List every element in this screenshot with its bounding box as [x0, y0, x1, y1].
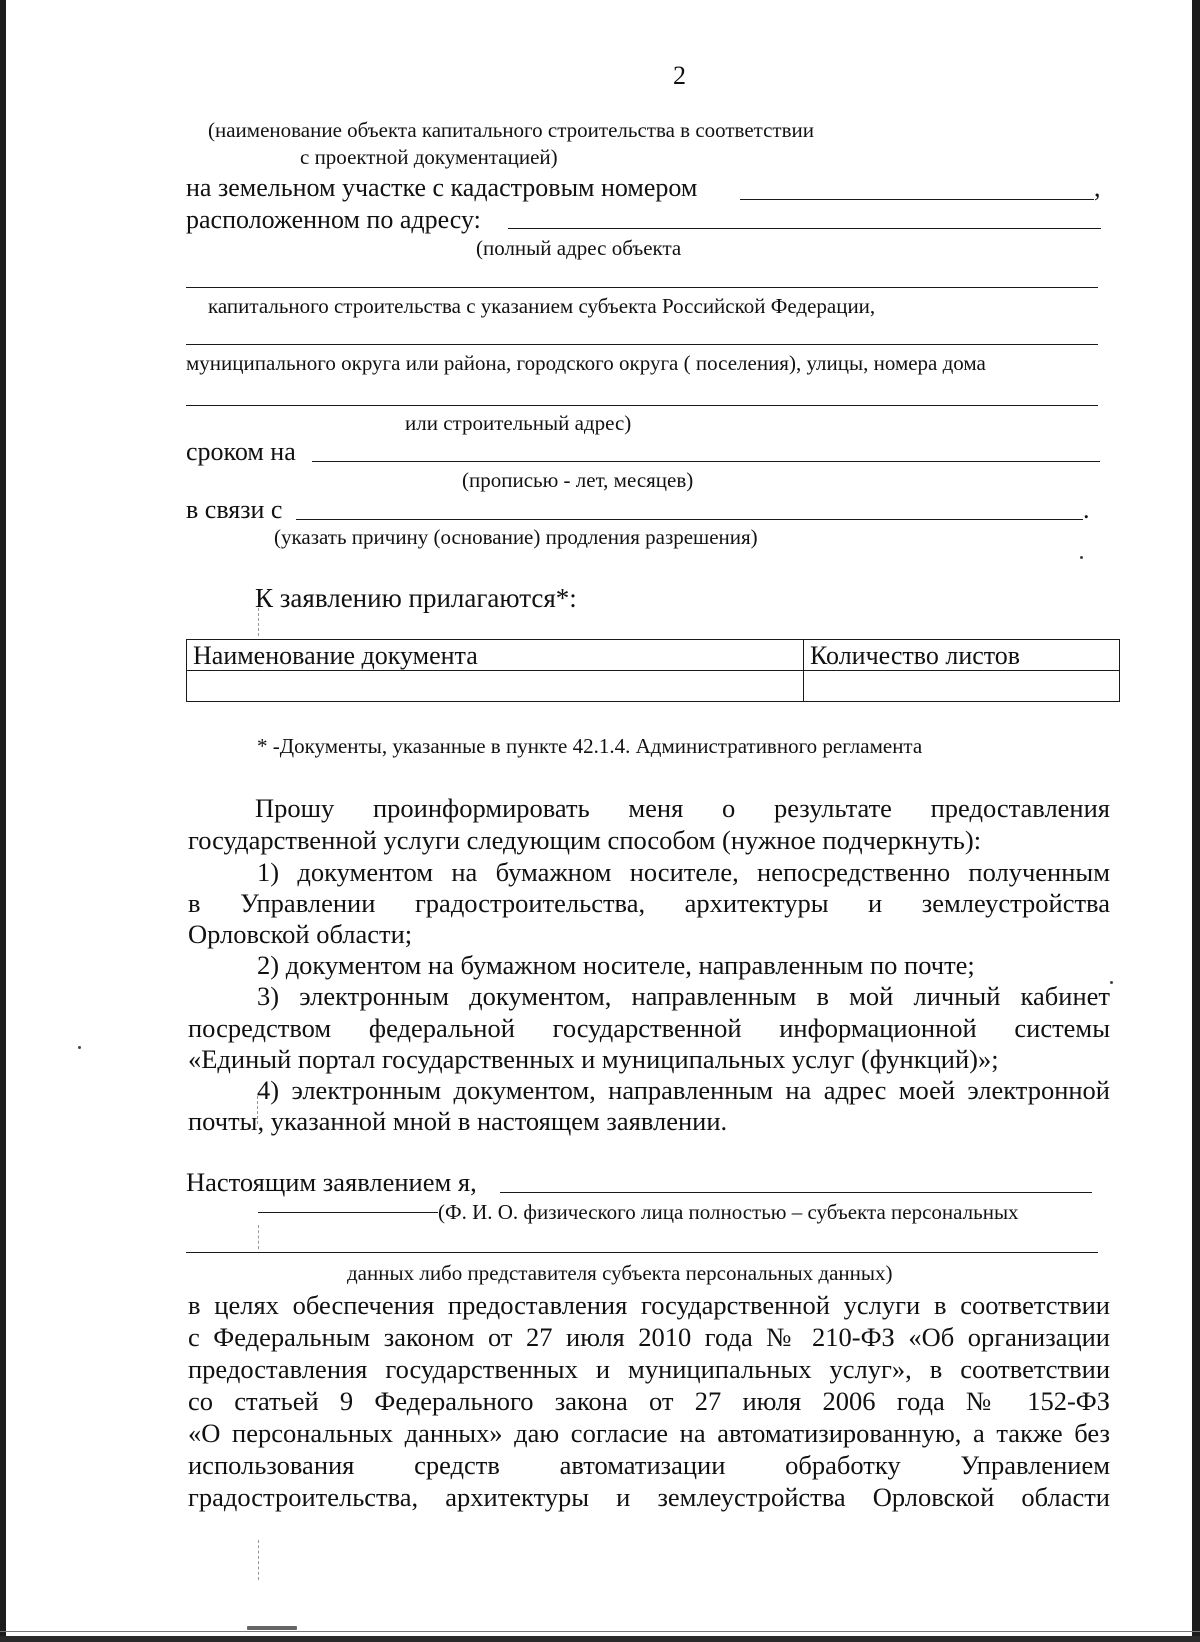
inform-line-1: Прошу проинформировать меня о результате предоставления	[255, 793, 1110, 823]
scan-artifact	[258, 1225, 259, 1249]
inform-option-1: 1) документом на бумажном носителе, непосредственно полученным	[257, 857, 1110, 887]
scan-edge-line	[0, 1631, 1200, 1632]
term-field	[312, 461, 1100, 462]
attachments-heading: К заявлению прилагаются*:	[255, 583, 577, 613]
reason-period: .	[1083, 495, 1090, 524]
object-name-caption: (наименование объекта капитального строительства в соответствии	[208, 118, 814, 142]
scan-speck	[78, 1046, 81, 1049]
attachments-table	[186, 639, 1120, 702]
scan-speck	[1080, 556, 1083, 559]
consent-line-6: использования средств автоматизации обработку Управлением	[188, 1450, 1110, 1480]
address-caption-2: капитального строительства с указанием субъекта Российской Федерации,	[208, 294, 876, 318]
scan-edge-left	[0, 0, 6, 1642]
address-field	[508, 228, 1101, 229]
table-header-document: Наименование документа	[187, 640, 804, 671]
inform-option-3-cont: посредством федеральной государственной информационной системы	[188, 1013, 1110, 1043]
consent-line-7: градостроительства, архитектуры и землеустройства Орловской области	[188, 1482, 1110, 1512]
inform-option-1-end: Орловской области;	[188, 919, 413, 949]
consent-label: Настоящим заявлением я,	[186, 1167, 477, 1197]
scan-speck	[1110, 981, 1113, 984]
reason-label: в связи с	[186, 495, 283, 524]
consent-caption: (Ф. И. О. физического лица полностью – субъекта персональных	[438, 1200, 1019, 1224]
inform-option-3: 3) электронным документом, направленным в мой личный кабинет	[257, 981, 1110, 1011]
scan-artifact	[258, 608, 259, 636]
consent-line-3: предоставления государственных и муниципальных услуг», в соответствии	[188, 1354, 1110, 1384]
address-field-line-3	[186, 344, 1098, 345]
term-label: сроком на	[186, 437, 296, 466]
inform-option-4: 4) электронным документом, направленным на адрес моей электронной	[257, 1075, 1110, 1105]
address-field-line-4	[186, 405, 1098, 406]
scan-artifact	[258, 1540, 259, 1580]
consent-line-5: «О персональных данных» даю согласие на автоматизированную, а также без	[188, 1418, 1110, 1448]
table-header-row	[187, 640, 1120, 671]
consent-line-1: в целях обеспечения предоставления государственной услуги в соответствии	[188, 1290, 1110, 1320]
consent-name-field-2	[186, 1252, 1098, 1253]
consent-line-4: со статьей 9 Федерального закона от 27 июля 2006 года № 152-ФЗ	[188, 1386, 1110, 1416]
table-row	[187, 671, 1120, 702]
page-number: 2	[673, 61, 686, 90]
inform-option-1-cont: в Управлении градостроительства, архитектуры и землеустройства	[188, 888, 1110, 918]
footnote: * -Документы, указанные в пункте 42.1.4. Административного регламента	[257, 734, 923, 758]
table-cell-pages	[804, 671, 1120, 702]
reason-field	[296, 519, 1083, 520]
inform-option-2: 2) документом на бумажном носителе, направленным по почте;	[257, 950, 975, 980]
scan-edge-right	[1192, 0, 1200, 1642]
address-label: расположенном по адресу:	[186, 205, 481, 234]
consent-line-2: с Федеральным законом от 27 июля 2010 года № 210-ФЗ «Об организации	[188, 1322, 1110, 1352]
table-header-pages: Количество листов	[804, 640, 1120, 671]
cadastral-comma: ,	[1094, 173, 1101, 202]
inform-option-4-end: почты, указанной мной в настоящем заявлении.	[188, 1106, 728, 1136]
consent-name-field	[500, 1192, 1092, 1193]
cadastral-label: на земельном участке с кадастровым номером	[186, 173, 698, 202]
cadastral-number-field	[740, 199, 1094, 200]
scan-edge-bottom	[0, 1636, 1200, 1642]
reason-caption: (указать причину (основание) продления разрешения)	[274, 525, 758, 549]
object-name-caption-cont: с проектной документацией)	[300, 145, 558, 169]
table-cell-document	[187, 671, 804, 702]
term-caption: (прописью - лет, месяцев)	[462, 468, 694, 492]
address-caption-3: муниципального округа или района, городского округа ( поселения), улицы, номера дома	[186, 351, 986, 375]
address-field-line-2	[186, 287, 1098, 288]
scan-artifact	[257, 1096, 258, 1124]
address-caption: (полный адрес объекта	[476, 236, 682, 260]
scan-speck	[247, 1626, 297, 1630]
address-caption-4: или строительный адрес)	[405, 411, 632, 435]
consent-name-field-dash	[258, 1212, 438, 1213]
inform-option-3-end: «Единый портал государственных и муниципальных услуг (функций)»;	[188, 1044, 999, 1074]
consent-caption-2: данных либо представителя субъекта персональных данных)	[347, 1261, 893, 1285]
inform-line-2: государственной услуги следующим способом (нужное подчеркнуть):	[188, 825, 982, 855]
